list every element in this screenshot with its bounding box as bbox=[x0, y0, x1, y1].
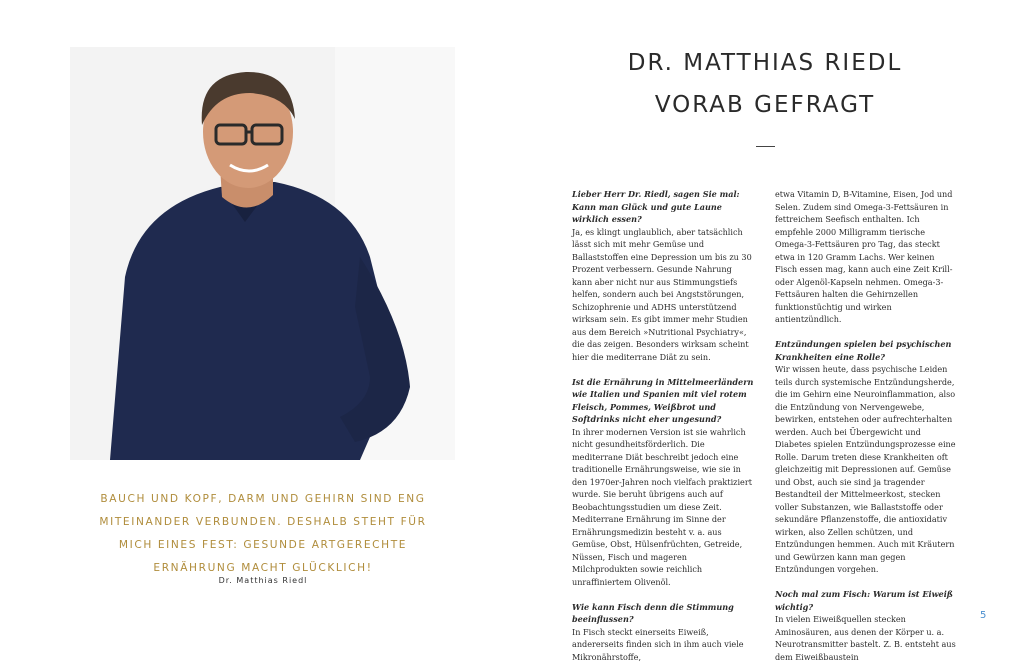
portrait-photo bbox=[70, 47, 455, 460]
question-2: Ist die Ernährung in Mittelmeerländern wie Italien und Spanien mit viel rotem Fleisch, Pommes, Weißbrot und Softdrinks nicht eher ungesund? bbox=[572, 376, 754, 426]
question-5: Noch mal zum Fisch: Warum ist Eiweiß wichtig? bbox=[775, 588, 957, 613]
page-number: 5 bbox=[980, 610, 986, 621]
portrait-illustration bbox=[70, 47, 455, 460]
title-line-1: DR. MATTHIAS RIEDL bbox=[628, 50, 903, 76]
answer-3-continued: etwa Vitamin D, B-Vitamine, Eisen, Jod und Selen. Zudem sind Omega-3-Fettsäuren in fettreichem Seefisch enthalten. Ich empfehle 2000 Milligramm tierische Omega-3-Fettsäuren pro Tag, das steckt etwa in 120 Gramm Lachs. Wer keinen Fisch essen mag, kann auch eine Zeit Krill- oder Algenöl-Kapseln nehmen. Omega-3-Fettsäuren halten die Gehirnzellen funktionstüchtig und wirken antientzündlich. bbox=[775, 188, 957, 326]
pull-quote-author: Dr. Matthias Riedl bbox=[88, 576, 438, 585]
answer-2: In ihrer modernen Version ist sie wahrlich nicht gesundheitsförderlich. Die mediterrane Diät beschreibt jedoch eine traditionelle Ernährungsweise, wie sie in den 1970er-Jahren noch vielfach praktiziert wurde. Sie beruht übrigens auch auf Beobachtungsstudien um diese Zeit. Mediterrane Ernährung im Sinne der Ernährungsmedizin besteht v. a. aus Gemüse, Obst, Hülsenfrüchten, Getreide, Nüssen, Fisch und mageren Milchprodukten sowie reichlich unraffiniertem Olivenöl. bbox=[572, 426, 754, 589]
question-4: Entzündungen spielen bei psychischen Krankheiten eine Rolle? bbox=[775, 338, 957, 363]
title-line-2: VORAB GEFRAGT bbox=[655, 92, 875, 118]
answer-1: Ja, es klingt unglaublich, aber tatsächlich lässt sich mit mehr Gemüse und Ballaststoffen eine Depression um bis zu 30 Prozent verbessern. Gesunde Nahrung kann aber nicht nur aus Stimmungstiefs helfen, sondern auch bei Angststörungen, Schizophrenie und ADHS unterstützend wirksam sein. Es gibt immer mehr Studien aus dem Bereich »Nutritional Psychiatry«, die das zeigen. Besonders wirksam scheint hier die mediterrane Diät zu sein. bbox=[572, 226, 754, 364]
pull-quote: BAUCH UND KOPF, DARM UND GEHIRN SIND ENG MITEINANDER VERBUNDEN. DESHALB STEHT FÜR MICH EINES FEST: GESUNDE ARTGERECHTE ERNÄHRUNG MACHT GLÜCKLICH! bbox=[88, 488, 438, 580]
title-divider bbox=[756, 146, 775, 147]
answer-4: Wir wissen heute, dass psychische Leiden teils durch systemische Entzündungsherde, die im Gehirn eine Neuroinflammation, also die Entzündung von Nervengewebe, bewirken, entstehen oder aufrechterhalten werden. Auch bei Übergewicht und Diabetes spielen Entzündungsprozesse eine Rolle. Darum treten diese Krankheiten oft gleichzeitig mit Depressionen auf. Gemüse und Obst, auch sie sind ja tragender Bestandteil der Mittelmeerkost, stecken voller Substanzen, wie Ballaststoffe oder sekundäre Pflanzenstoffe, die antioxidativ wirken, also Zellen schützen, und Entzündungen hemmen. Auch mit Kräutern und Gewürzen kann man gegen Entzündungen vorgehen. bbox=[775, 363, 957, 576]
question-3: Wie kann Fisch denn die Stimmung beeinflussen? bbox=[572, 601, 754, 626]
text-column-left bbox=[572, 188, 754, 663]
page-title bbox=[560, 42, 970, 126]
answer-3: In Fisch steckt einerseits Eiweiß, andererseits finden sich in ihm auch viele Mikronährstoffe, bbox=[572, 626, 754, 663]
text-column-right bbox=[775, 188, 957, 663]
answer-5: In vielen Eiweißquellen stecken Aminosäuren, aus denen der Körper u. a. Neurotransmitter bastelt. Z. B. entsteht aus dem Eiweißbaustein bbox=[775, 613, 957, 663]
question-1: Lieber Herr Dr. Riedl, sagen Sie mal: Kann man Glück und gute Laune wirklich essen? bbox=[572, 188, 754, 226]
